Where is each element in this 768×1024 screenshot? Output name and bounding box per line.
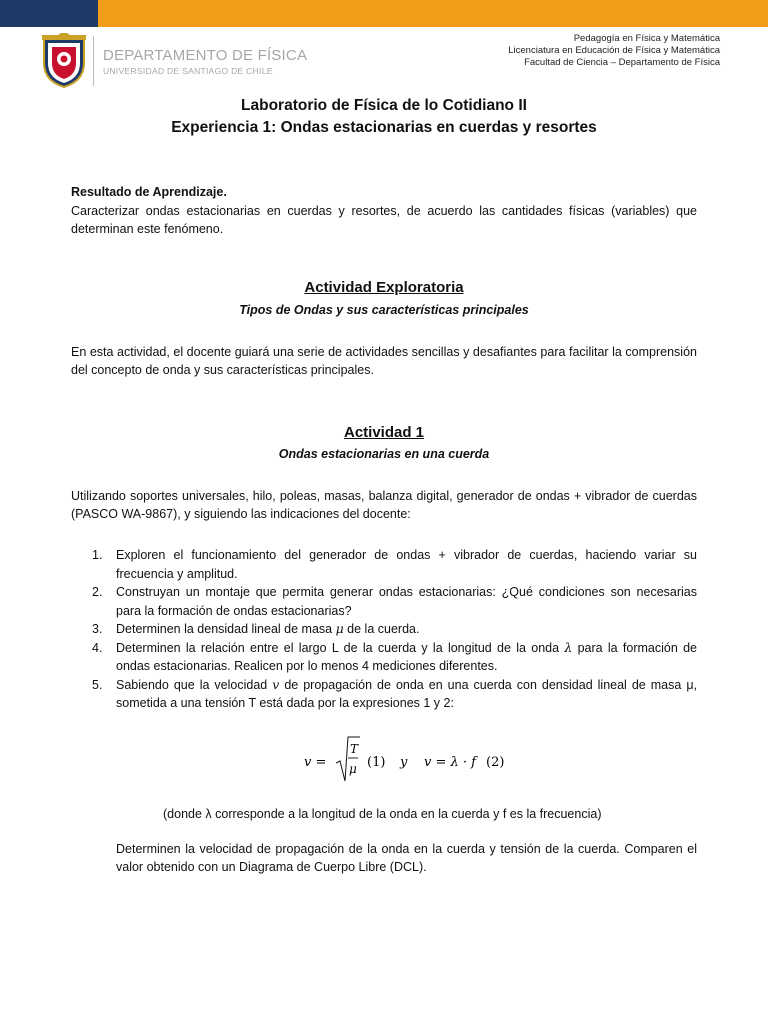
activity1-subtitle: Ondas estacionarias en una cuerda [278, 447, 490, 461]
v-symbol: v [272, 676, 280, 692]
eq-2: v = λ · f [424, 755, 476, 770]
exploratory-text: En esta actividad, el docente guiará una serie de actividades sencillas y desafiantes para facilitar la comprensión del concepto de onda y sus características principales. [71, 345, 697, 377]
equation-note: (donde λ corresponde a la longitud de la onda en la cuerda y f es la frecuencia) [163, 807, 602, 821]
eq-numerator: T [350, 742, 359, 756]
list-item: 5. Sabiendo que la velocidad v de propagación de onda en una cuerda con densidad lineal de masa μ, sometida a una tensión T está dada por la expresiones 1 y 2: [92, 676, 697, 710]
header-color-bar [0, 0, 768, 27]
eq-tag-2: (2) [486, 755, 505, 770]
learning-outcome-heading: Resultado de Aprendizaje. [71, 185, 227, 199]
activity1-final: Determinen la velocidad de propagación de la onda en la cuerda y tensión de la cuerda. Comparen el valor obtenido con un Diagrama de Cuerpo Libre (DCL). [116, 842, 697, 874]
title-line-2: Experiencia 1: Ondas estacionarias en cuerdas y resortes [171, 119, 597, 136]
list-item: 4. Determinen la relación entre el largo L de la cuerda y la longitud de la onda λ para la formación de ondas estacionarias. Realicen por lo menos 4 mediciones diferentes. [92, 639, 697, 673]
lambda-symbol: λ [564, 639, 573, 655]
department-name: DEPARTAMENTO DE FÍSICA [103, 47, 308, 64]
wave-speed-equation [300, 733, 540, 785]
activity1-heading: Actividad 1 [343, 424, 425, 441]
header-right-info [508, 33, 720, 69]
exploratory-subtitle: Tipos de Ondas y sus características principales [239, 303, 529, 317]
header-line-3: Facultad de Ciencia – Departamento de Física [524, 57, 720, 68]
list-item: 1. Exploren el funcionamiento del generador de ondas + vibrador de cuerdas, haciendo variar su frecuencia y amplitud. [92, 548, 697, 581]
exploratory-heading: Actividad Exploratoria [304, 279, 464, 296]
header-line-2: Licenciatura en Educación de Física y Matemática [508, 45, 720, 56]
eq-lhs: v = [304, 755, 327, 770]
header-divider [93, 36, 94, 86]
header-bar-navy [0, 0, 98, 27]
list-item: 3. Determinen la densidad lineal de masa μ de la cuerda. [92, 621, 420, 636]
university-name: UNIVERSIDAD DE SANTIAGO DE CHILE [103, 66, 273, 76]
eq-conjunction: y [400, 755, 408, 770]
document-title [71, 95, 697, 139]
eq-denominator: μ [349, 762, 357, 776]
learning-outcome-text: Caracterizar ondas estacionarias en cuerdas y resortes, de acuerdo las cantidades físicas (variables) que determinan este fenómeno. [71, 204, 697, 236]
mu-symbol: μ [335, 621, 344, 636]
activity1-steps [71, 546, 697, 713]
eq-tag-1: (1) [367, 755, 386, 770]
list-item: 2. Construyan un montaje que permita generar ondas estacionarias: ¿Qué condiciones son necesarias para la formación de ondas estacionarias? [92, 585, 697, 618]
header-bar-orange [98, 0, 768, 27]
header-line-1: Pedagogía en Física y Matemática [573, 33, 720, 44]
title-line-1: Laboratorio de Física de lo Cotidiano II [241, 97, 527, 114]
activity1-intro: Utilizando soportes universales, hilo, poleas, masas, balanza digital, generador de ondas + vibrador de cuerdas (PASCO WA-9867), y siguiendo las indicaciones del docente: [71, 489, 697, 521]
university-crest-icon [38, 33, 90, 89]
